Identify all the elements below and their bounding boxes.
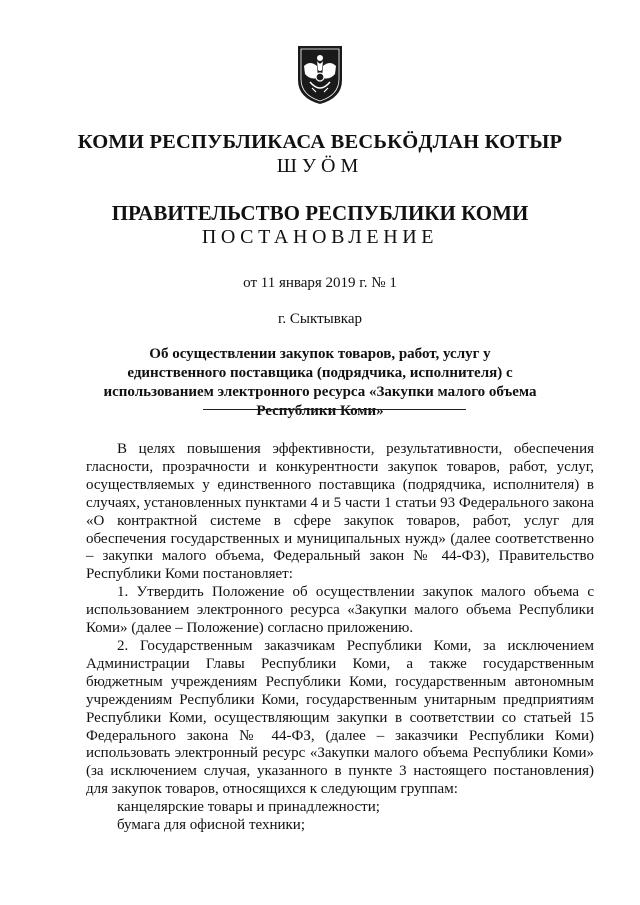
document-body [86,441,594,835]
document-city: г. Сыктывкар [277,311,363,327]
list-item: канцелярские товары и принадлежности; [117,799,380,816]
document-type: ПОСТАНОВЛЕНИЕ [201,226,439,248]
komi-document-type: ШУÖМ [276,155,364,177]
komi-government-title: КОМИ РЕСПУБЛИКАСА ВЕСЬКÖДЛАН КОТЫР [77,131,563,153]
preamble-paragraph: В целях повышения эффективности, результативности, обеспечения гласности, прозрачности и конкурентности закупок товаров, работ, услуг, осуществляемых у единственного поставщика (подрядчика, исполнителя) в случаях, установленных пунктами 4 и 5 части 1 статьи 93 Федерального закона «О контрактной системе в сфере закупок товаров, работ, услуг для обеспечения государственных и муниципальных нужд» (далее соответственно – закупки малого объема, Федеральный закон № 44-ФЗ), Правительство Республики Коми постановляет: [86,441,594,583]
paragraph-item-1: 1. Утвердить Положение об осуществлении закупок малого объема с использованием электронного ресурса «Закупки малого объема Республики Коми» (далее – Положение) согласно приложению. [86,584,594,637]
government-title: ПРАВИТЕЛЬСТВО РЕСПУБЛИКИ КОМИ [111,201,529,225]
paragraph-item-2: 2. Государственным заказчикам Республики Коми, за исключением Администрации Главы Республики Коми, а также государственным бюджетным учреждениям Республики Коми, государственным автономным учреждениям Республики Коми, государственным унитарным предприятиям Республики Коми, осуществляющим закупки в соответствии со статьей 15 Федерального закона № 44-ФЗ, (далее – заказчики Республики Коми) использовать электронный ресурс «Закупки малого объема Республики Коми» (за исключением случая, указанного в пункте 3 настоящего постановления) для закупок товаров, относящихся к следующим группам: [86,637,594,798]
list-item: бумага для офисной техники; [117,817,305,834]
document-date-number: от 11 января 2019 г. № 1 [243,275,397,291]
document-subject: Об осуществлении закупок товаров, работ, услуг у единственного поставщика (подрядчика, исполнителя) с использованием электронного ресурса «Закупки малого объема Республики Коми» [103,346,537,419]
coat-of-arms-emblem [296,44,344,106]
subject-divider [203,409,466,410]
